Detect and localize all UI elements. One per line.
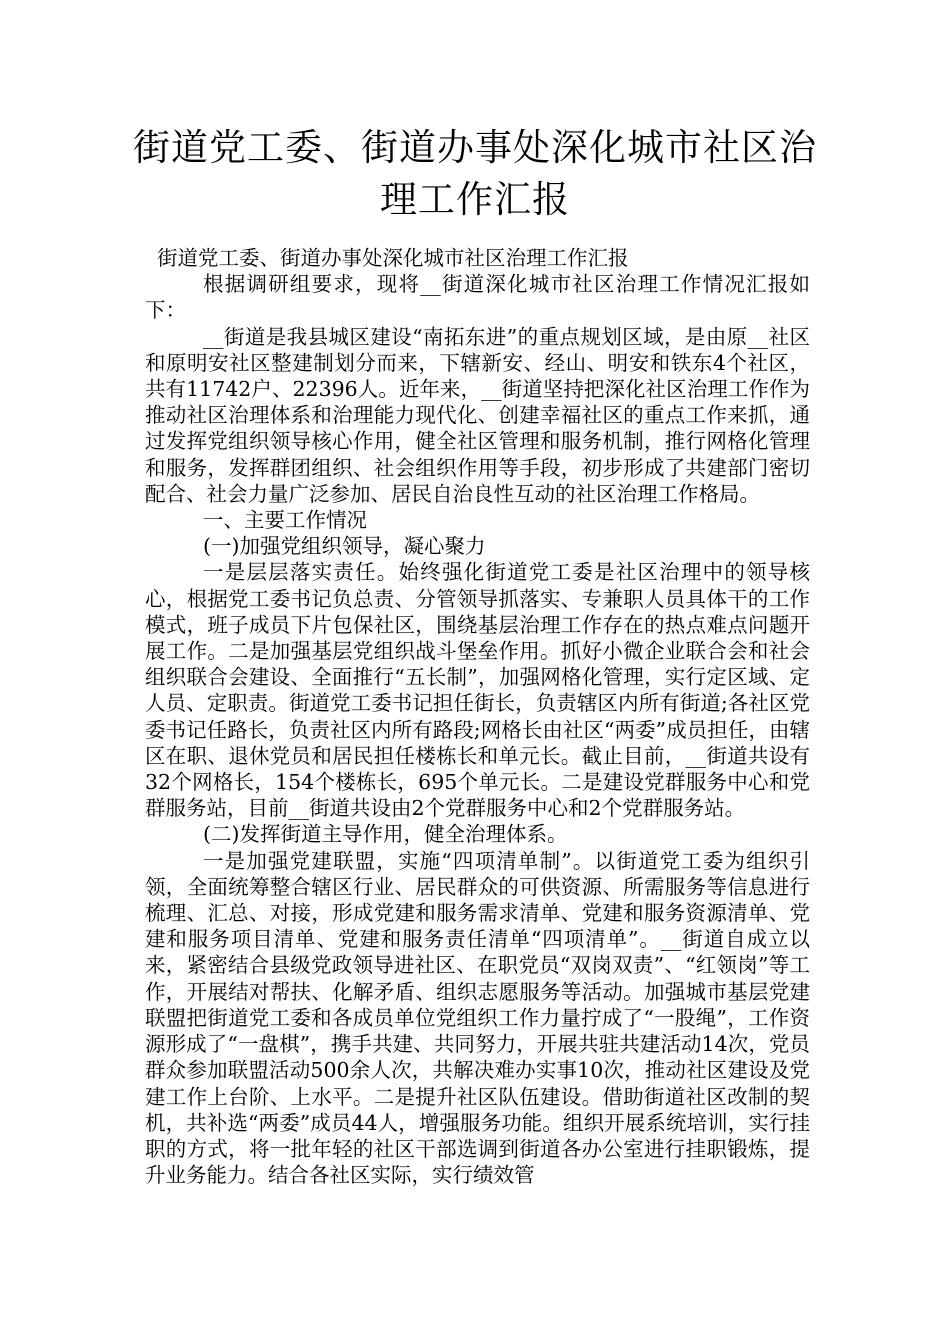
section-heading: 一、主要工作情况 xyxy=(203,508,367,533)
intro-paragraph: 根据调研组要求，现将__街道深化城市社区治理工作情况汇报如下： xyxy=(145,272,810,323)
document-body xyxy=(145,245,810,1188)
subtitle-paragraph: 街道党工委、街道办事处深化城市社区治理工作汇报 xyxy=(157,246,629,270)
document-title: 街道党工委、街道办事处深化城市社区治理工作汇报 xyxy=(133,126,817,221)
subsection-heading: (一)加强党组织领导，凝心聚力 xyxy=(203,534,486,559)
body-paragraph: 一是加强党建联盟，实施“四项清单制”。以街道党工委为组织引领，全面统筹整合辖区行业、居民群众的可供资源、所需服务等信息进行梳理、汇总、对接，形成党建和服务需求清单、党建和服务资源清单、党建和服务项目清单、党建和服务责任清单“四项清单”。__街道自成立以来，紧密结合县级党政领导进社区、在职党员“双岗双责”、“红领岗”等工作，开展结对帮扶、化解矛盾、组织志愿服务等活动。加强城市基层党建联盟把街道党工委和各成员单位党组织工作力量拧成了“一股绳”，工作资源形成了“一盘棋”，携手共建、共同努力，开展共驻共建活动14次，党员群众参加联盟活动500余人次，共解决难办实事10次，推动社区建设及党建工作上台阶、上水平。二是提升社区队伍建设。借助街道社区改制的契机，共补选“两委”成员44人，增强服务功能。组织开展系统培训，实行挂职的方式，将一批年轻的社区干部选调到街道各办公室进行挂职锻炼，提升业务能力。结合各社区实际，实行绩效管 xyxy=(145,848,810,1188)
overview-paragraph: __街道是我县城区建设“南拓东进”的重点规划区域，是由原__社区和原明安社区整建制划分而来，下辖新安、经山、明安和铁东4个社区，共有11742户、22396人。近年来，__街道坚持把深化社区治理工作作为推动社区治理体系和治理能力现代化、创建幸福社区的重点工作来抓，通过发挥党组织领导核心作用，健全社区管理和服务机制，推行网格化管理和服务，发挥群团组织、社会组织作用等手段，初步形成了共建部门密切配合、社会力量广泛参加、居民自治良性互动的社区治理工作格局。 xyxy=(145,324,810,506)
subsection-heading: (二)发挥街道主导作用，健全治理体系。 xyxy=(203,822,568,847)
body-paragraph: 一是层层落实责任。始终强化街道党工委是社区治理中的领导核心，根据党工委书记负总责、分管领导抓落实、专兼职人员具体干的工作模式，班子成员下片包保社区，围绕基层治理工作存在的热点难点问题开展工作。二是加强基层党组织战斗堡垒作用。抓好小微企业联合会和社会组织联合会建设、全面推行“五长制”，加强网格化管理，实行定区域、定人员、定职责。街道党工委书记担任街长，负责辖区内所有街道;各社区党委书记任路长，负责社区内所有路段;网格长由社区“两委”成员担任，由辖区在职、退休党员和居民担任楼栋长和单元长。截止目前，__街道共设有32个网格长，154个楼栋长，695个单元长。二是建设党群服务中心和党群服务站，目前__街道共设由2个党群服务中心和2个党群服务站。 xyxy=(145,560,810,821)
